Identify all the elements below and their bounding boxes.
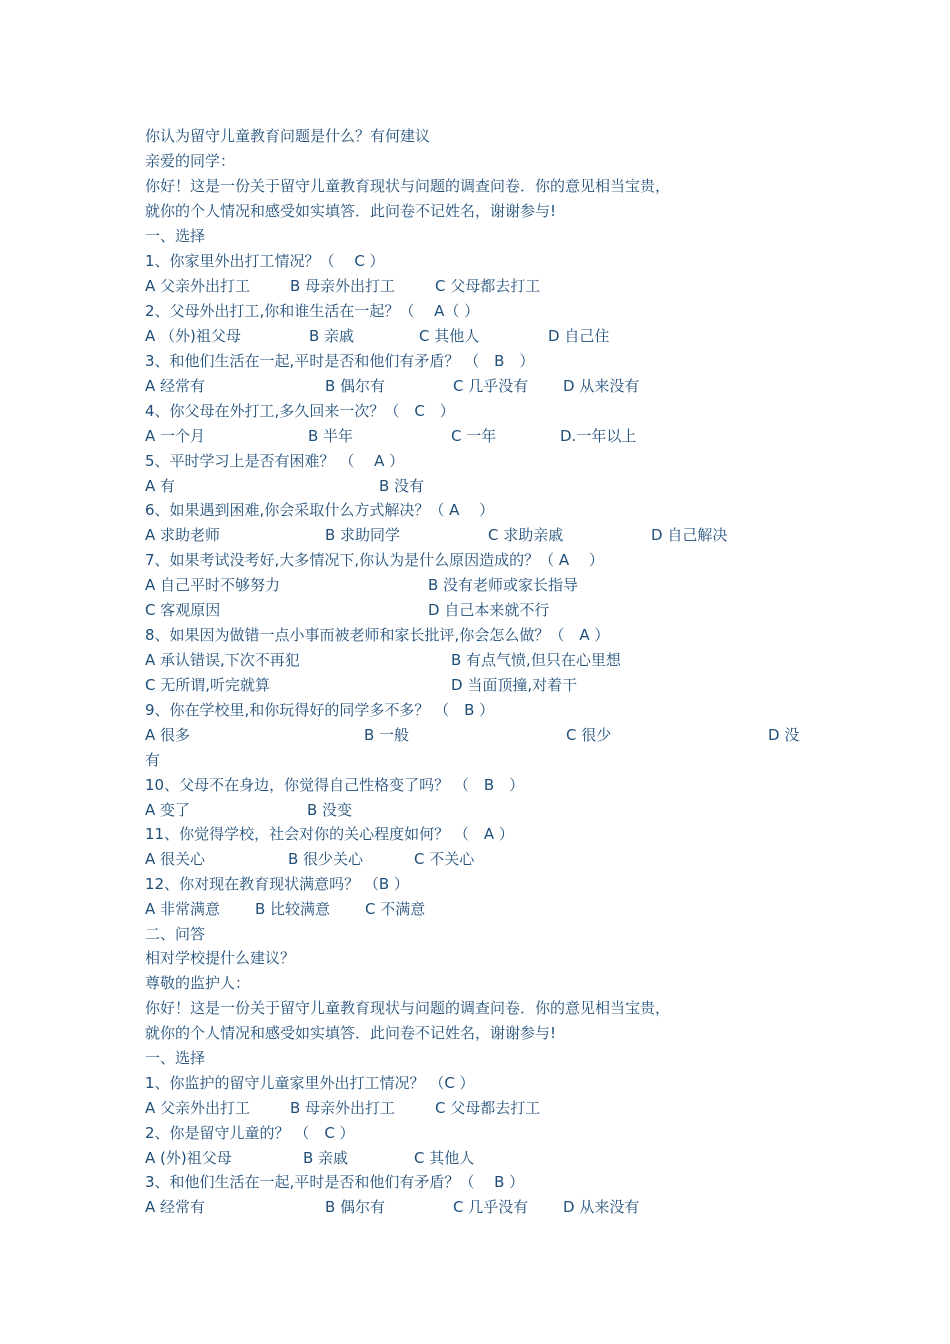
option: D 没 [768, 726, 800, 744]
option: D 当面顶撞,对着干 [451, 676, 578, 694]
qa-question: 相对学校提什么建议？ [145, 949, 296, 967]
option: B 有点气愤,但只在心里想 [451, 651, 621, 669]
option: C 一年 [451, 427, 497, 445]
option: B 求助同学 [325, 526, 401, 544]
option: C 父母都去打工 [435, 277, 541, 295]
option: C 不关心 [414, 850, 475, 868]
intro-line-2: 就你的个人情况和感受如实填答．此问卷不记姓名，谢谢参与! [145, 202, 557, 220]
question-2: 2、父母外出打工,你和谁生活在一起？（ A（ ） [145, 302, 480, 320]
option: A 经常有 [145, 1198, 206, 1216]
option: B 亲戚 [309, 327, 355, 345]
option: A 自己平时不够努力 [145, 576, 281, 594]
option: C 几乎没有 [453, 1198, 529, 1216]
guardian-question-3: 3、和他们生活在一起,平时是否和他们有矛盾？（ B ） [145, 1173, 525, 1191]
option: A 很多 [145, 726, 191, 744]
guardian-question-2: 2、你是留守儿童的？ （ C ） [145, 1124, 355, 1142]
question-3: 3、和他们生活在一起,平时是否和他们有矛盾？ （ B ） [145, 352, 535, 370]
document-title: 你认为留守儿童教育问题是什么？有何建议 [145, 127, 431, 145]
option: A 变了 [145, 801, 191, 819]
greeting-guardians: 尊敬的监护人： [145, 974, 251, 992]
option: B 没有 [379, 477, 425, 495]
option: B 一般 [364, 726, 410, 744]
option: B 比较满意 [255, 900, 331, 918]
question-12: 12、你对现在教育现状满意吗？ （B ） [145, 875, 409, 893]
option: D 从来没有 [563, 377, 640, 395]
option: B 偶尔有 [325, 377, 386, 395]
option: A 经常有 [145, 377, 206, 395]
option: C 不满意 [365, 900, 426, 918]
question-1: 1、你家里外出打工情况？（ C ） [145, 252, 385, 270]
option: C 其他人 [419, 327, 480, 345]
option: D.一年以上 [560, 427, 637, 445]
option: B 亲戚 [303, 1149, 349, 1167]
option: A 一个月 [145, 427, 206, 445]
section-choice-heading-guardian: 一、选择 [145, 1049, 206, 1067]
section-choice-heading: 一、选择 [145, 227, 206, 245]
option: B 半年 [308, 427, 354, 445]
question-9: 9、你在学校里,和你玩得好的同学多不多？ （ B ） [145, 701, 495, 719]
intro-line-2-guardian: 就你的个人情况和感受如实填答．此问卷不记姓名，谢谢参与! [145, 1024, 557, 1042]
option: B 偶尔有 [325, 1198, 386, 1216]
option: D 自己本来就不行 [428, 601, 550, 619]
option: C 几乎没有 [453, 377, 529, 395]
question-5: 5、平时学习上是否有困难？ （ A ） [145, 452, 405, 470]
question-7: 7、如果考试没考好,大多情况下,你认为是什么原因造成的？（ A ） [145, 551, 604, 569]
question-11: 11、你觉得学校，社会对你的关心程度如何？ （ A ） [145, 825, 514, 843]
question-4: 4、你父母在外打工,多久回来一次？（ C ） [145, 402, 455, 420]
section-qa-heading: 二、问答 [145, 925, 206, 943]
option: A 父亲外出打工 [145, 277, 251, 295]
option: C 很少 [566, 726, 612, 744]
option: A 很关心 [145, 850, 206, 868]
option: D 自己解决 [651, 526, 728, 544]
question-6: 6、如果遇到困难,你会采取什么方式解决？（ A ） [145, 501, 495, 519]
option: A 承认错误,下次不再犯 [145, 651, 300, 669]
option: C 无所谓,听完就算 [145, 676, 271, 694]
option: B 很少关心 [288, 850, 364, 868]
option: B 没变 [307, 801, 353, 819]
options-9-wrap: 有 [145, 751, 161, 769]
option: C 求助亲戚 [488, 526, 564, 544]
option: A (外)祖父母 [145, 1149, 232, 1167]
option: C 父母都去打工 [435, 1099, 541, 1117]
option: D 从来没有 [563, 1198, 640, 1216]
option: C 客观原因 [145, 601, 221, 619]
option: B 母亲外出打工 [290, 277, 396, 295]
intro-line-1: 你好！这是一份关于留守儿童教育现状与问题的调查问卷．你的意见相当宝贵， [145, 177, 671, 195]
option: D 自己住 [548, 327, 610, 345]
option: B 母亲外出打工 [290, 1099, 396, 1117]
option: A 非常满意 [145, 900, 221, 918]
question-8: 8、如果因为做错一点小事而被老师和家长批评,你会怎么做？（ A ） [145, 626, 610, 644]
question-10: 10、父母不在身边，你觉得自己性格变了吗？ （ B ） [145, 776, 525, 794]
option: C 其他人 [414, 1149, 475, 1167]
option: B 没有老师或家长指导 [428, 576, 579, 594]
guardian-question-1: 1、你监护的留守儿童家里外出打工情况？ （C ） [145, 1074, 475, 1092]
option: A （外)祖父母 [145, 327, 241, 345]
option: A 求助老师 [145, 526, 221, 544]
option: A 父亲外出打工 [145, 1099, 251, 1117]
greeting-students: 亲爱的同学： [145, 152, 236, 170]
intro-line-1-guardian: 你好！这是一份关于留守儿童教育现状与问题的调查问卷．你的意见相当宝贵， [145, 999, 671, 1017]
option: A 有 [145, 477, 176, 495]
